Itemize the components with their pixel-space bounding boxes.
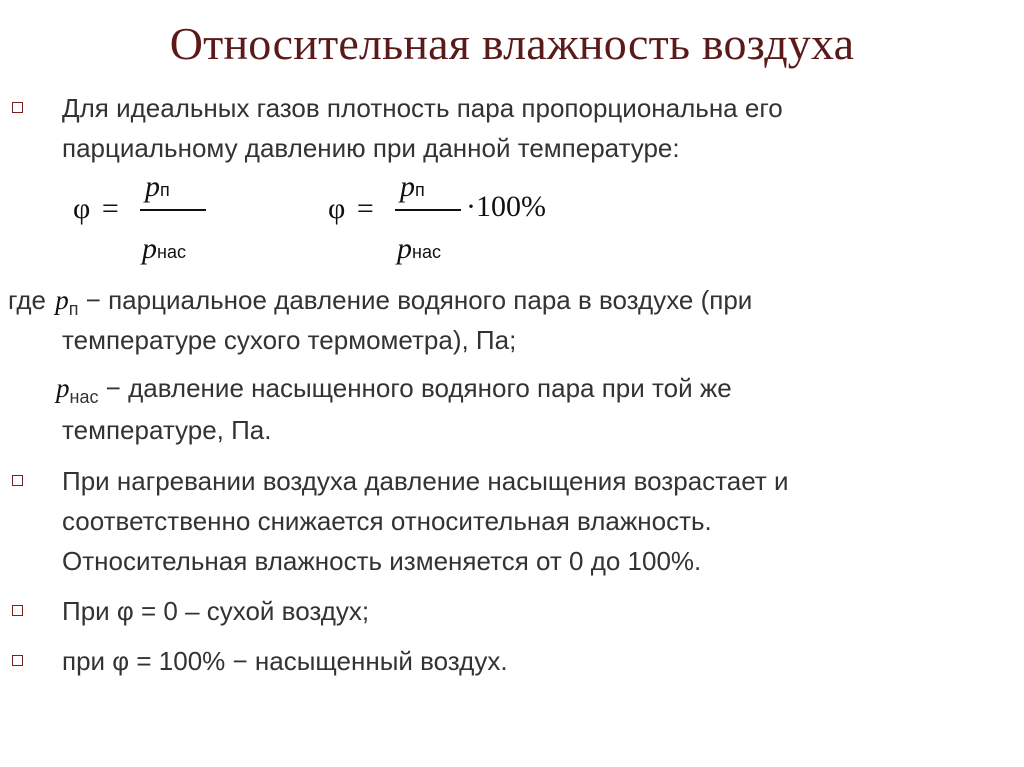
p-var: p	[145, 170, 160, 203]
where-word: где	[8, 285, 46, 315]
bullet2-line2: соответственно снижается относительная влажность.	[62, 506, 712, 536]
percent-value: 100%	[476, 190, 546, 223]
bullet-marker-2	[12, 475, 23, 486]
formula1-numerator	[145, 170, 170, 204]
formula2-numerator	[400, 170, 425, 204]
subscript-p: п	[160, 180, 170, 200]
bullet-marker-1	[12, 102, 23, 113]
fraction-bar-1	[140, 209, 206, 211]
where-line2: температуре сухого термометра), Па;	[62, 325, 517, 355]
bullet4-text: при φ = 100% − насыщенный воздух.	[62, 646, 508, 676]
where-line1	[8, 280, 752, 323]
formula2-denominator	[397, 232, 441, 266]
phi-symbol: φ	[328, 192, 346, 225]
subscript-nas: нас	[157, 242, 186, 262]
bullet2-line1: При нагревании воздуха давление насыщения возрастает и	[62, 466, 789, 496]
subscript-nas: нас	[412, 242, 441, 262]
p-var: p	[55, 285, 69, 315]
bullet-marker-3	[12, 605, 23, 616]
p-var: p	[142, 232, 157, 265]
formula2-multiplier	[466, 190, 546, 224]
bullet-marker-4	[12, 655, 23, 666]
p-var: p	[56, 373, 70, 403]
slide-title: Относительная влажность воздуха	[169, 18, 855, 69]
p-var: p	[397, 232, 412, 265]
times-dot: ·	[466, 190, 476, 223]
subscript-p: п	[68, 299, 79, 319]
subscript-nas: нас	[69, 387, 99, 407]
formula-phi-2	[328, 192, 374, 226]
equals-sign: =	[101, 192, 119, 225]
fraction-bar-2	[395, 209, 461, 211]
bullet1-line1: Для идеальных газов плотность пара пропорциональна его	[62, 93, 783, 123]
where-line3	[56, 368, 732, 411]
subscript-p: п	[415, 180, 425, 200]
bullet1-line2: парциальному давлению при данной температуре:	[62, 133, 680, 163]
where-line4: температуре, Па.	[62, 415, 272, 445]
bullet3-text: При φ = 0 – сухой воздух;	[62, 596, 370, 626]
bullet2-line3: Относительная влажность изменяется от 0 до 100%.	[62, 546, 702, 576]
formula-phi-1	[73, 192, 119, 226]
formula1-denominator	[142, 232, 186, 266]
p-var: p	[400, 170, 415, 203]
def1-text: − парциальное давление водяного пара в воздухе (при	[78, 285, 753, 315]
def2-text: − давление насыщенного водяного пара при той же	[98, 373, 732, 403]
equals-sign: =	[356, 192, 374, 225]
phi-symbol: φ	[73, 192, 91, 225]
